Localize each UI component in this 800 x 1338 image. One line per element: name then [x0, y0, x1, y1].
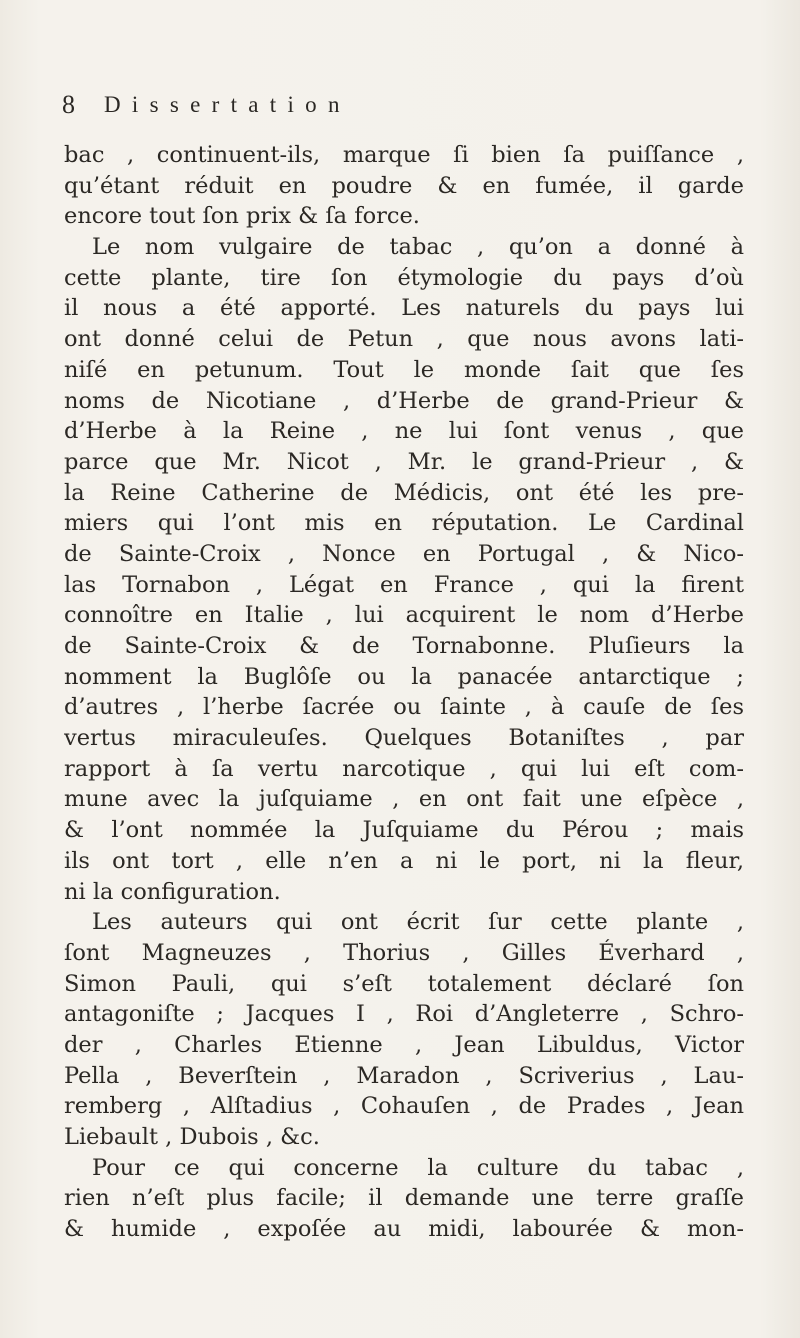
- text-line: rapport à ſa vertu narcotique , qui lui eſt com-: [64, 755, 744, 782]
- text-line: noms de Nicotiane , d’Herbe de grand-Prieur &: [64, 387, 744, 414]
- text-line: miers qui l’ont mis en réputation. Le Cardinal: [64, 510, 744, 537]
- text-line: vertus miraculeuſes. Quelques Botaniſtes , par: [64, 725, 744, 752]
- text-line: d’Herbe à la Reine , ne lui ſont venus , que: [64, 418, 744, 445]
- text-line: d’autres , l’herbe ſacrée ou ſainte , à cauſe de ſes: [64, 694, 744, 721]
- body-text: [64, 140, 744, 1245]
- text-line: il nous a été apporté. Les naturels du pays lui: [64, 295, 744, 322]
- running-title: Dissertation: [104, 92, 351, 117]
- text-line: Simon Pauli, qui s’eſt totalement déclaré ſon: [64, 970, 744, 997]
- text-line: de Sainte-Croix , Nonce en Portugal , & Nico-: [64, 540, 744, 567]
- text-line: ont donné celui de Petun , que nous avons lati-: [64, 326, 744, 353]
- text-line: qu’étant réduit en poudre & en fumée, il garde: [64, 172, 744, 199]
- text-line: Pour ce qui concerne la culture du tabac ,: [92, 1154, 744, 1181]
- text-line: antagoniſte ; Jacques I , Roi d’Angleterre , Schro-: [64, 1001, 744, 1028]
- text-line: ils ont tort , elle n’en a ni le port, ni la fleur,: [64, 847, 744, 874]
- text-line: Le nom vulgaire de tabac , qu’on a donné à: [92, 234, 744, 261]
- text-line: Liebault , Dubois , &c.: [64, 1124, 320, 1150]
- text-line: ni la configuration.: [64, 878, 281, 905]
- text-line: & humide , expoſée au midi, labourée & mon-: [64, 1216, 744, 1243]
- text-line: Les auteurs qui ont écrit ſur cette plante ,: [92, 909, 744, 936]
- page-number: 8: [62, 90, 75, 119]
- text-line: & l’ont nommée la Juſquiame du Pérou ; mais: [64, 817, 744, 844]
- text-line: de Sainte-Croix & de Tornabonne. Pluſieurs la: [64, 633, 744, 659]
- text-line: Pella , Beverſtein , Maradon , Scriverius , Lau-: [64, 1062, 744, 1089]
- text-line: connoître en Italie , lui acquirent le nom d’Herbe: [64, 602, 744, 629]
- page-header: [62, 92, 682, 132]
- text-line: cette plante, tire ſon étymologie du pays d’où: [64, 264, 744, 291]
- text-line: remberg , Alſtadius , Cohauſen , de Prades , Jean: [64, 1093, 744, 1120]
- text-line: la Reine Catherine de Médicis, ont été les pre-: [64, 479, 744, 506]
- text-line: niſé en petunum. Tout le monde ſait que ſes: [64, 356, 744, 383]
- text-line: parce que Mr. Nicot , Mr. le grand-Prieur , &: [64, 448, 744, 475]
- text-line: rien n’eſt plus facile; il demande une terre graſſe: [64, 1185, 744, 1212]
- text-line: ſont Magneuzes , Thorius , Gilles Éverhard ,: [64, 939, 744, 966]
- text-line: nomment la Buglôſe ou la panacée antarctique ;: [64, 663, 744, 690]
- text-line: der , Charles Etienne , Jean Libuldus, Victor: [64, 1031, 744, 1058]
- text-line: bac , continuent-ils, marque ſi bien ſa puiſſance ,: [64, 142, 744, 168]
- text-line: encore tout ſon prix & ſa force.: [64, 203, 420, 230]
- text-line: las Tornabon , Légat en France , qui la firent: [64, 571, 744, 598]
- text-line: mune avec la juſquiame , en ont fait une eſpèce ,: [64, 786, 744, 813]
